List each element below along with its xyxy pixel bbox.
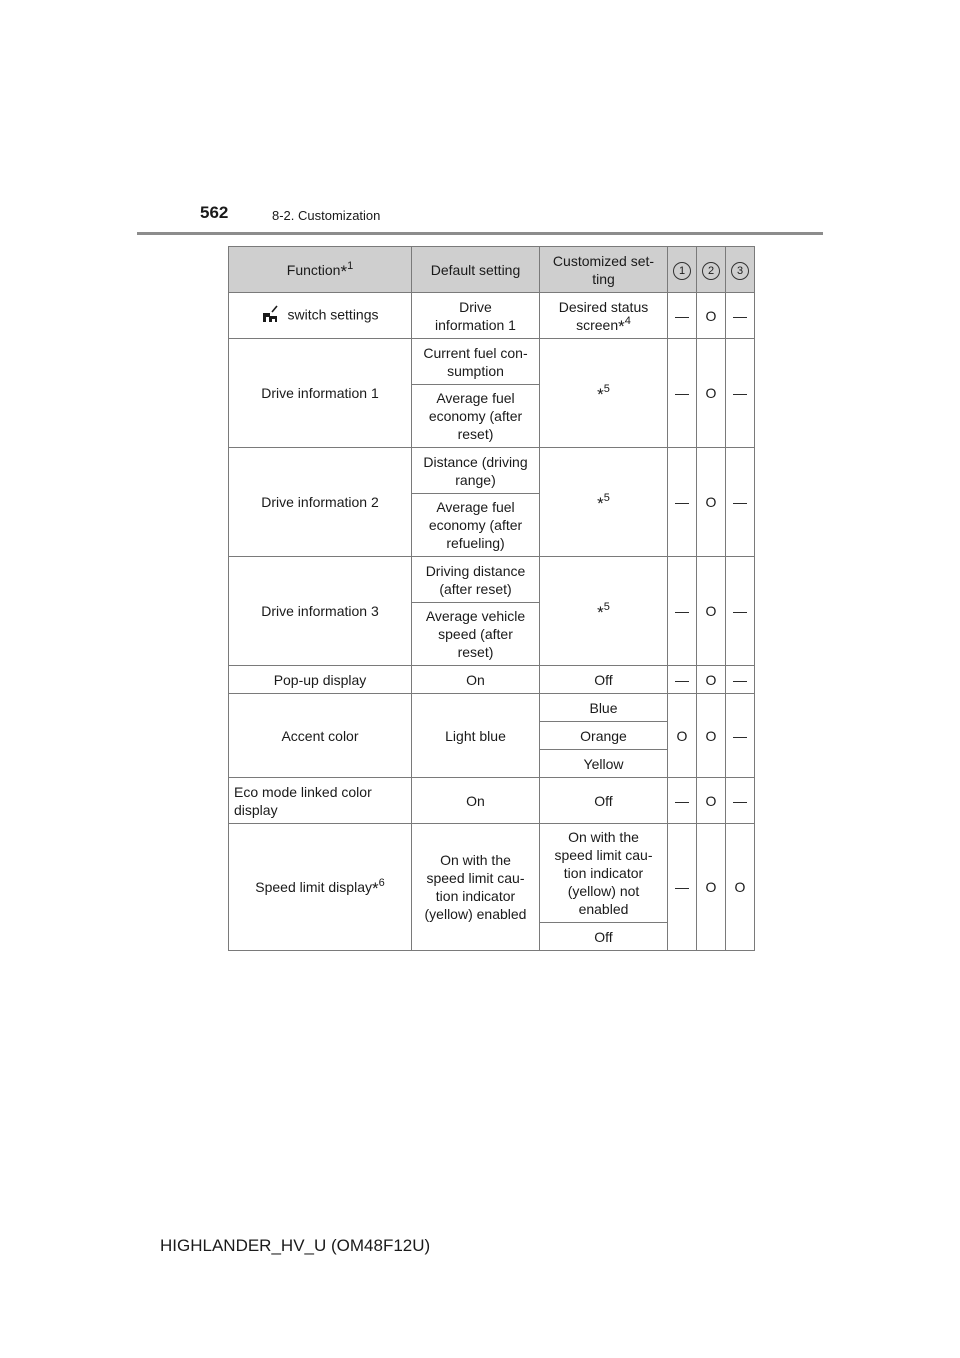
table-row — [229, 824, 755, 923]
row-default: Light blue — [412, 694, 540, 778]
row-default: Average fuel economy (after reset) — [412, 385, 540, 448]
row-mark-3: — — [726, 666, 755, 694]
row-mark-1: — — [668, 557, 697, 666]
row-mark-1: — — [668, 339, 697, 448]
row-default: Drive information 1 — [412, 293, 540, 339]
row-mark-2: O — [697, 778, 726, 824]
header-col-1 — [668, 247, 697, 293]
row-function: Drive information 2 — [229, 448, 412, 557]
row-custom: Off — [540, 778, 668, 824]
row-mark-3: — — [726, 293, 755, 339]
row-default: Driving distance (after reset) — [412, 557, 540, 603]
circled-number-3: 3 — [731, 262, 749, 280]
row-custom: Orange — [540, 722, 668, 750]
circled-number-2: 2 — [702, 262, 720, 280]
header-default-setting: Default setting — [412, 247, 540, 293]
table-row — [229, 448, 755, 494]
row-custom: On with the speed limit cau- tion indicator (yellow) not enabled — [540, 824, 668, 923]
row-mark-2: O — [697, 339, 726, 448]
row-default: Current fuel con- sumption — [412, 339, 540, 385]
row-mark-1: — — [668, 666, 697, 694]
row-default: On — [412, 778, 540, 824]
row-mark-3: — — [726, 694, 755, 778]
header-col-3 — [726, 247, 755, 293]
row-function: Drive information 3 — [229, 557, 412, 666]
row-custom: Desired status screen*$^4$ — [540, 293, 668, 339]
row-custom: Blue — [540, 694, 668, 722]
row-default: On with the speed limit cau- tion indicator (yellow) enabled — [412, 824, 540, 951]
row-default: Average vehicle speed (after reset) — [412, 603, 540, 666]
table-row — [229, 339, 755, 385]
table-row — [229, 666, 755, 694]
row-function: Accent color — [229, 694, 412, 778]
row-default: Distance (driving range) — [412, 448, 540, 494]
row-mark-1: — — [668, 824, 697, 951]
row-mark-1: — — [668, 778, 697, 824]
table-header-row — [229, 247, 755, 293]
header-customized-setting: Customized set- ting — [540, 247, 668, 293]
row-mark-2: O — [697, 448, 726, 557]
row-custom: Off — [540, 923, 668, 951]
header-function: Function*$^1$ — [229, 247, 412, 293]
table-row — [229, 694, 755, 722]
row-function: Pop-up display — [229, 666, 412, 694]
page-footer: HIGHLANDER_HV_U (OM48F12U) — [160, 1236, 431, 1255]
header-rule — [137, 232, 823, 235]
customization-table — [228, 246, 755, 951]
row-mark-3: — — [726, 778, 755, 824]
page-number: 562 — [200, 203, 229, 222]
row-mark-3: — — [726, 557, 755, 666]
row-mark-2: O — [697, 293, 726, 339]
row-mark-2: O — [697, 824, 726, 951]
row-custom: *$^5$ — [540, 339, 668, 448]
row-mark-1: O — [668, 694, 697, 778]
row-custom: Yellow — [540, 750, 668, 778]
meter-switch-icon — [261, 304, 279, 328]
row-function: Drive information 1 — [229, 339, 412, 448]
row-mark-3: O — [726, 824, 755, 951]
row-custom: *$^5$ — [540, 557, 668, 666]
row-mark-2: O — [697, 666, 726, 694]
row-custom: *$^5$ — [540, 448, 668, 557]
row-mark-1: — — [668, 293, 697, 339]
row-function: Eco mode linked color display — [229, 778, 412, 824]
row-mark-2: O — [697, 694, 726, 778]
header-col-2 — [697, 247, 726, 293]
row-mark-3: — — [726, 448, 755, 557]
row-default: On — [412, 666, 540, 694]
row-mark-3: — — [726, 339, 755, 448]
row-function: Speed limit display*$^6$ — [229, 824, 412, 951]
table-row — [229, 778, 755, 824]
row-mark-2: O — [697, 557, 726, 666]
section-title: 8-2. Customization — [272, 208, 381, 223]
row-default: Average fuel economy (after refueling) — [412, 494, 540, 557]
table-row — [229, 557, 755, 603]
table-row — [229, 293, 755, 339]
row-function: switch settings — [229, 293, 412, 339]
row-custom: Off — [540, 666, 668, 694]
circled-number-1: 1 — [673, 262, 691, 280]
row-mark-1: — — [668, 448, 697, 557]
